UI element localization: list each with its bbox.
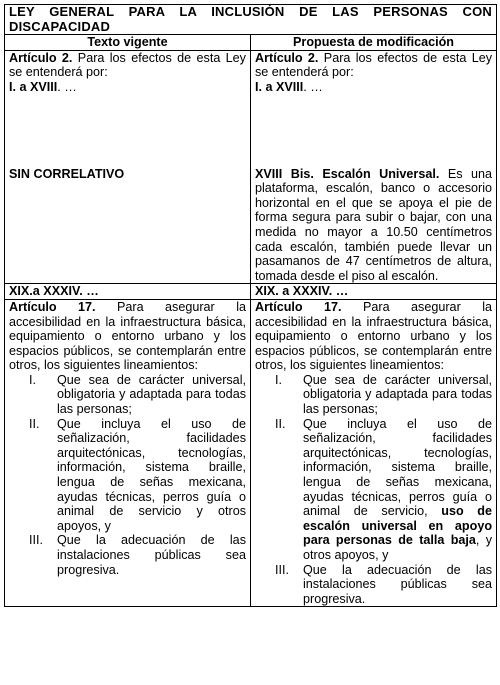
range-xix-row: [5, 284, 497, 300]
proposal-guidelines-list: [255, 373, 492, 607]
document-page: [4, 4, 496, 607]
proposal-article-17-cell: [251, 299, 497, 606]
list-item: I. Que sea de carácter universal, obligatoria y adaptada para todas las personas;: [29, 372, 246, 417]
current-article-17-label: Artículo 17.: [9, 299, 96, 314]
article-2-row: [5, 50, 497, 284]
current-no-correlative: SIN CORRELATIVO: [9, 166, 125, 181]
current-range-xix-xxxiv: XIX.a XXXIV. …: [5, 284, 251, 300]
document-title: LEY GENERAL PARA LA INCLUSIÓN DE LAS PERSONAS CON DISCAPACIDAD: [5, 5, 497, 35]
current-guidelines-list: [9, 373, 246, 577]
current-article-17-cell: [5, 299, 251, 606]
proposal-amendment-bold: uso de escalón universal en apoyo para personas de talla baja: [303, 504, 493, 548]
proposal-article-17-intro: Artículo 17. Para asegurar la accesibilidad en la infraestructura básica, equipamiento o entorno urbano y los espacios públicos, se contemplarán entre otros, los siguientes lineamientos:: [255, 299, 493, 373]
spacer: [255, 95, 492, 167]
proposal-article-17-label: Artículo 17.: [255, 299, 342, 314]
list-item: II. Que incluya el uso de señalización, facilidades arquitectónicas, tecnologías, información, sistema braille, lengua de señas mexicana, ayudas técnicas, perros guía o animal de servicio, uso de escalón universal en apoyo para personas de talla baja, y otros apoyos, y: [275, 416, 493, 562]
current-range-i-xviii: I. a XVIII. …: [9, 79, 77, 94]
column-header-proposal: Propuesta de modificación: [251, 35, 497, 51]
current-article-2-text: Para los efectos de esta Ley se entenderá por:: [9, 50, 246, 80]
list-item: III. Que la adecuación de las instalaciones públicas sea progresiva.: [29, 533, 246, 577]
proposal-xviii-bis-text: Es una plataforma, escalón, banco o accesorio horizontal en el que se apoya el pie de forma segura para subir o bajar, con una medida no mayor a 10.50 centímetros cada escalón, también puede llevar un pasamanos de 47 centímetros de altura, tomada desde el piso al escalón.: [255, 166, 493, 283]
article-17-row: [5, 299, 497, 606]
current-article-17-intro: Artículo 17. Para asegurar la accesibilidad en la infraestructura básica, equipamiento o entorno urbano y los espacios públicos, se contemplarán entre otros, los siguientes lineamientos:: [9, 299, 246, 373]
proposal-range-xix-xxxiv: XIX. a XXXIV. …: [251, 284, 497, 300]
proposal-article-2-intro: [255, 51, 492, 80]
list-item: I. Que sea de carácter universal, obligatoria y adaptada para todas las personas;: [275, 372, 493, 417]
current-article-2-label: Artículo 2.: [9, 50, 73, 65]
proposal-article-2-text: Para los efectos de esta Ley se entenderá por:: [255, 50, 492, 80]
comparison-table: [4, 4, 497, 607]
header-row: [5, 35, 497, 51]
proposal-article-2-cell: [251, 50, 497, 284]
current-article-2-intro: [9, 51, 246, 80]
list-item: III. Que la adecuación de las instalaciones públicas sea progresiva.: [275, 562, 493, 606]
proposal-xviii-bis: [255, 167, 492, 284]
proposal-range-i-xviii: I. a XVIII. …: [255, 79, 323, 94]
list-item: II. Que incluya el uso de señalización, facilidades arquitectónicas, tecnologías, información, sistema braille, lengua de señas mexicana, ayudas técnicas, perros guía o animal de servicio y otros apoyos, y: [29, 416, 246, 533]
current-article-2-cell: [5, 50, 251, 284]
spacer: [9, 95, 246, 167]
proposal-article-2-label: Artículo 2.: [255, 50, 319, 65]
proposal-xviii-bis-label: XVIII Bis. Escalón Universal.: [255, 166, 440, 181]
column-header-current: Texto vigente: [5, 35, 251, 51]
title-row: [5, 5, 497, 35]
